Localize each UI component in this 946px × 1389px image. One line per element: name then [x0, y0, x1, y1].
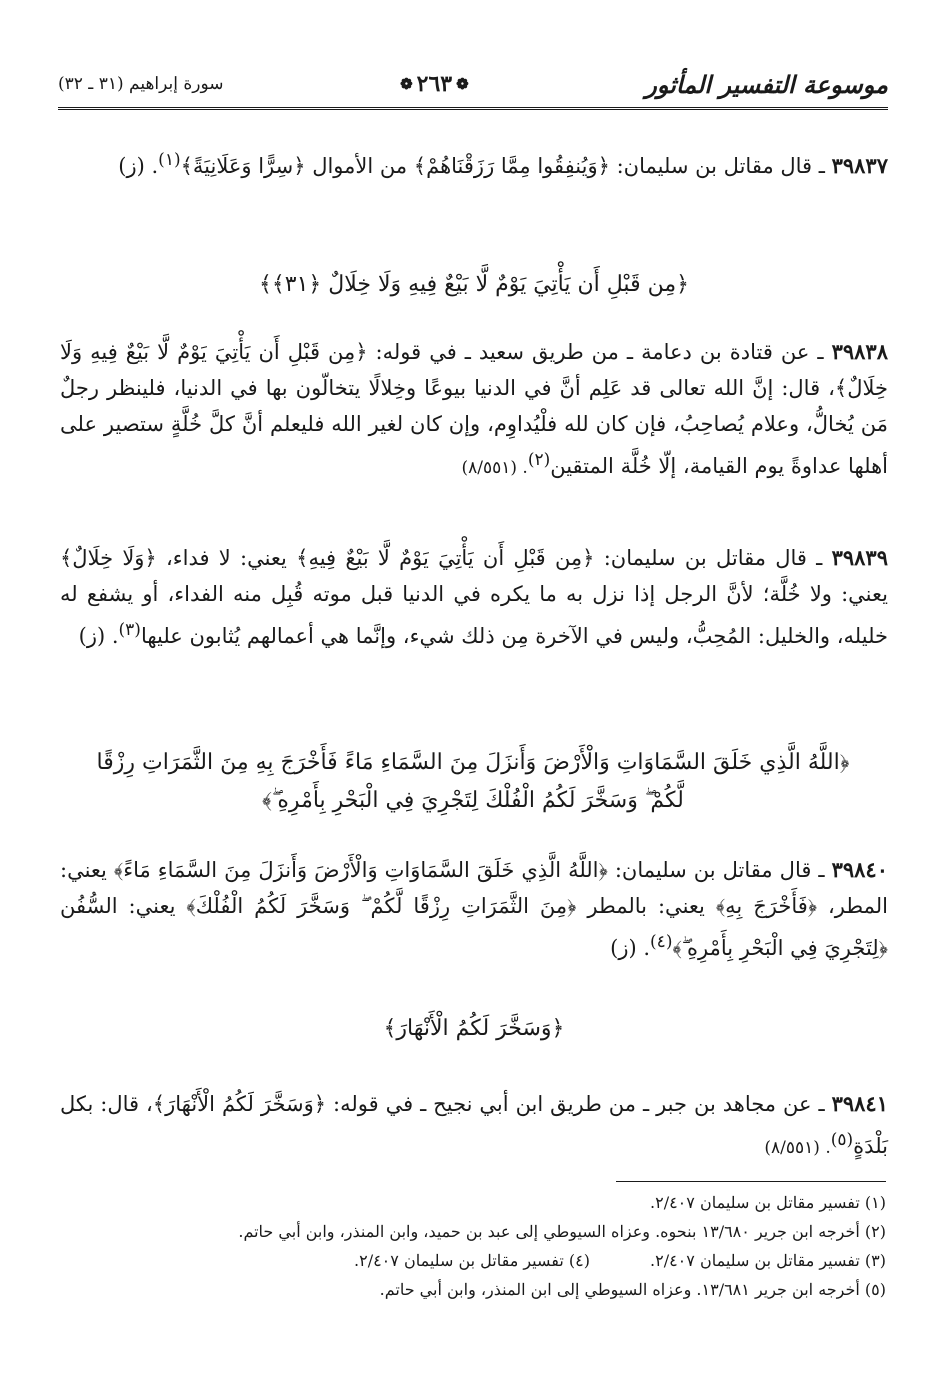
narration-number: ٣٩٨٤١: [831, 1091, 888, 1116]
header-divider: [58, 107, 888, 110]
source-code: . (ز): [118, 154, 159, 178]
narration-text: ـ عن قتادة بن دعامة ـ من طريق سعيد ـ في قوله: ﴿مِن قَبْلِ أَن يَأْتِيَ يَوْمٌ لَّا بَيْعٌ فِيهِ وَلَا خِلَالٌ﴾، قال: إنَّ الله تعالى قد عَلِم أنَّ في الدنيا بيوعًا وخِلالًا يتخالّون بها في الدنيا، فلينظر رجلٌ مَن يُخالُّ، وعلام يُصاحِبُ، فإن كان لله فلْيُداوِم، وإن كان لغير الله فليعلم أنَّ كلَّ خُلَّةٍ ستصير على أهلها عداوةً يوم القيامة، إلّا خُلَّة المتقين: [60, 340, 888, 478]
footnotes: [60, 1188, 886, 1304]
source-code: . (ز): [78, 624, 119, 648]
footnote-2: (٢) أخرجه ابن جرير ١٣/٦٨٠ بنحوه. وعزاه السيوطي إلى عبد بن حميد، وابن المنذر، وابن أبي حاتم.: [238, 1222, 886, 1241]
narration-number: ٣٩٨٤٠: [831, 857, 888, 882]
footnote-3: (٣) تفسير مقاتل بن سليمان ٢/٤٠٧.: [650, 1251, 886, 1270]
ornament-icon: ❁: [400, 75, 413, 93]
footnote-marker: (٤): [650, 932, 673, 952]
book-title: موسوعة التفسير المأثور: [645, 69, 888, 99]
footnote-marker: (٢): [527, 450, 551, 470]
narration-text: ـ قال مقاتل بن سليمان: ﴿وَيُنفِقُوا مِمَّا رَزَقْنَاهُمْ﴾ من الأموال ﴿سِرًّا وَعَلَانِيَةً﴾: [180, 154, 825, 178]
footnote-marker: (٥): [830, 1130, 854, 1150]
verse-block-32b: [60, 1010, 888, 1048]
footnote-divider: [616, 1181, 886, 1182]
narration-39839: [60, 540, 888, 654]
running-header: [58, 64, 888, 104]
footnote-row-3-4: [60, 1246, 886, 1275]
narration-text: ـ قال مقاتل بن سليمان: ﴿مِن قَبْلِ أَن يَأْتِيَ يَوْمٌ لَّا بَيْعٌ فِيهِ﴾ يعني: لا فداء، ﴿وَلَا خِلَالٌ﴾ يعني: ولا خُلَّة؛ لأنَّ الرجل إذا نزل به ما يكره في الدنيا قبل موته قُبِل منه الفداء، أو يشفع له خليله، والخليل: المُحِبُّ، وليس في الآخرة مِن ذلك شيء، وإنَّما هي أعمالهم يُثابون عليها: [60, 546, 888, 648]
verse-block-31: [60, 266, 888, 304]
quran-verse: ﴿وَسَخَّرَ لَكُمُ الْأَنْهَارَ﴾: [383, 1016, 565, 1041]
footnote-4: (٤) تفسير مقاتل بن سليمان ٢/٤٠٧.: [354, 1251, 590, 1270]
verse-block-32: [90, 744, 856, 820]
narration-text: ـ عن مجاهد بن جبر ـ من طريق ابن أبي نجيح ـ في قوله: ﴿وَسَخَّرَ لَكُمُ الْأَنْهَارَ﴾، قال: بكل بَلْدَةٍ: [60, 1092, 888, 1158]
ornament-icon: ❁: [456, 75, 469, 93]
page-number-block: [400, 71, 469, 97]
narration-number: ٣٩٨٣٧: [831, 153, 888, 178]
narration-number: ٣٩٨٣٩: [831, 545, 888, 570]
page-number: ٢٦٣: [416, 71, 453, 97]
footnote-marker: (١): [158, 150, 181, 170]
narration-39841: [60, 1086, 888, 1166]
footnote-marker: (٣): [118, 620, 141, 640]
narration-39838: [60, 334, 888, 486]
surah-reference: سورة إبراهيم (٣١ ـ ٣٢): [58, 74, 224, 94]
narration-text: ـ قال مقاتل بن سليمان: ﴿اللَّهُ الَّذِي خَلَقَ السَّمَاوَاتِ وَالْأَرْضَ وَأَنزَلَ مِنَ السَّمَاءِ مَاءً﴾ يعني: المطر، ﴿فَأَخْرَجَ بِهِ﴾ يعني: بالمطر ﴿مِنَ الثَّمَرَاتِ رِزْقًا لَّكُمْ ۖ وَسَخَّرَ لَكُمُ الْفُلْكَ﴾ يعني: السُّفُن ﴿لِتَجْرِيَ فِي الْبَحْرِ بِأَمْرِهِ ۖ﴾: [60, 858, 888, 960]
footnote-5: (٥) أخرجه ابن جرير ١٣/٦٨١. وعزاه السيوطي إلى ابن المنذر، وابن أبي حاتم.: [379, 1280, 886, 1299]
footnote-1: (١) تفسير مقاتل بن سليمان ٢/٤٠٧.: [650, 1193, 886, 1212]
quran-verse: ﴿مِن قَبْلِ أَن يَأْتِيَ يَوْمٌ لَّا بَيْعٌ فِيهِ وَلَا خِلَالٌ ﴿٣١﴾﴾: [259, 272, 689, 297]
narration-39840: [60, 852, 888, 966]
narration-39837: [60, 142, 888, 184]
quran-verse: ﴿اللَّهُ الَّذِي خَلَقَ السَّمَاوَاتِ وَالْأَرْضَ وَأَنزَلَ مِنَ السَّمَاءِ مَاءً فَأَخْرَجَ بِهِ مِنَ الثَّمَرَاتِ رِزْقًا لَّكُمْ ۖ وَسَخَّرَ لَكُمُ الْفُلْكَ لِتَجْرِيَ فِي الْبَحْرِ بِأَمْرِهِ ۖ﴾: [96, 750, 850, 813]
source-code: . (ز): [610, 936, 651, 960]
volume-reference: . (٨/٥٥١): [764, 1138, 831, 1158]
volume-reference: . (٨/٥٥١): [461, 458, 528, 478]
narration-number: ٣٩٨٣٨: [831, 339, 888, 364]
